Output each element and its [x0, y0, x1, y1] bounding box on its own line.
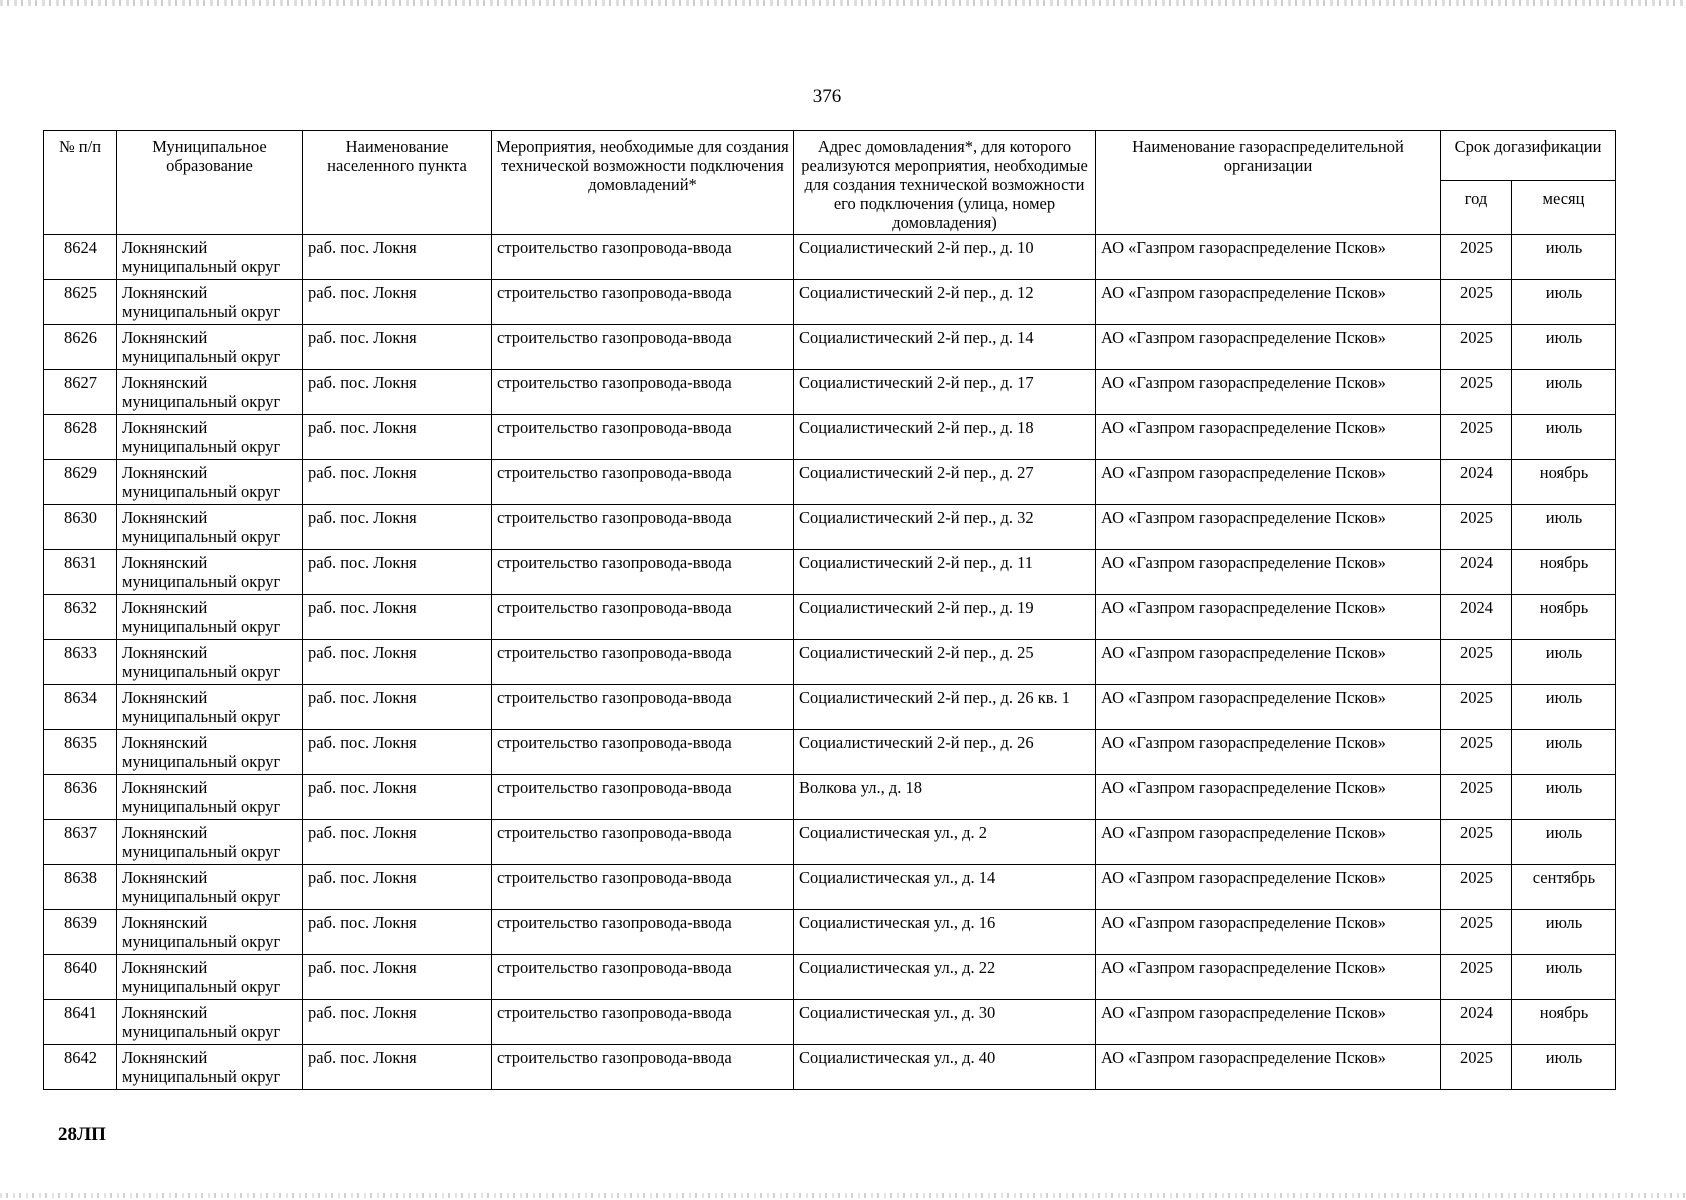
- cell-settlement: раб. пос. Локня: [303, 550, 492, 595]
- cell-address: Социалистический 2-й пер., д. 25: [794, 640, 1096, 685]
- header-municipality: Муниципальное образование: [117, 131, 303, 235]
- cell-organization: АО «Газпром газораспределение Псков»: [1096, 235, 1441, 280]
- table-row: [44, 415, 1616, 460]
- table-row: [44, 235, 1616, 280]
- cell-measure: строительство газопровода-ввода: [492, 820, 794, 865]
- cell-measure: строительство газопровода-ввода: [492, 775, 794, 820]
- cell-measure: строительство газопровода-ввода: [492, 415, 794, 460]
- cell-number: 8640: [44, 955, 117, 1000]
- cell-municipality: Локнянский муниципальный округ: [117, 865, 303, 910]
- cell-number: 8628: [44, 415, 117, 460]
- cell-year: 2025: [1441, 910, 1512, 955]
- cell-address: Социалистическая ул., д. 40: [794, 1045, 1096, 1090]
- cell-month: июль: [1512, 280, 1616, 325]
- cell-settlement: раб. пос. Локня: [303, 460, 492, 505]
- cell-number: 8636: [44, 775, 117, 820]
- gasification-table: [43, 130, 1616, 1090]
- cell-year: 2024: [1441, 550, 1512, 595]
- cell-organization: АО «Газпром газораспределение Псков»: [1096, 415, 1441, 460]
- cell-measure: строительство газопровода-ввода: [492, 685, 794, 730]
- scan-edge-top: [0, 0, 1686, 6]
- cell-address: Социалистический 2-й пер., д. 14: [794, 325, 1096, 370]
- cell-year: 2025: [1441, 1045, 1512, 1090]
- cell-organization: АО «Газпром газораспределение Псков»: [1096, 1045, 1441, 1090]
- cell-address: Социалистическая ул., д. 22: [794, 955, 1096, 1000]
- cell-number: 8630: [44, 505, 117, 550]
- cell-month: июль: [1512, 325, 1616, 370]
- cell-measure: строительство газопровода-ввода: [492, 1000, 794, 1045]
- header-num: № п/п: [44, 131, 117, 235]
- footer-document-code: 28ЛП: [58, 1124, 106, 1145]
- cell-organization: АО «Газпром газораспределение Псков»: [1096, 280, 1441, 325]
- cell-address: Социалистический 2-й пер., д. 32: [794, 505, 1096, 550]
- cell-municipality: Локнянский муниципальный округ: [117, 685, 303, 730]
- cell-month: июль: [1512, 955, 1616, 1000]
- cell-address: Социалистический 2-й пер., д. 19: [794, 595, 1096, 640]
- cell-organization: АО «Газпром газораспределение Псков»: [1096, 955, 1441, 1000]
- cell-month: июль: [1512, 505, 1616, 550]
- cell-settlement: раб. пос. Локня: [303, 415, 492, 460]
- cell-settlement: раб. пос. Локня: [303, 325, 492, 370]
- cell-municipality: Локнянский муниципальный округ: [117, 325, 303, 370]
- cell-settlement: раб. пос. Локня: [303, 640, 492, 685]
- cell-settlement: раб. пос. Локня: [303, 955, 492, 1000]
- table-row: [44, 460, 1616, 505]
- cell-settlement: раб. пос. Локня: [303, 775, 492, 820]
- cell-measure: строительство газопровода-ввода: [492, 910, 794, 955]
- cell-organization: АО «Газпром газораспределение Псков»: [1096, 595, 1441, 640]
- cell-month: ноябрь: [1512, 1000, 1616, 1045]
- table-row: [44, 1000, 1616, 1045]
- cell-settlement: раб. пос. Локня: [303, 1000, 492, 1045]
- cell-settlement: раб. пос. Локня: [303, 370, 492, 415]
- cell-municipality: Локнянский муниципальный округ: [117, 595, 303, 640]
- cell-number: 8635: [44, 730, 117, 775]
- cell-month: ноябрь: [1512, 550, 1616, 595]
- table-row: [44, 550, 1616, 595]
- cell-address: Социалистический 2-й пер., д. 26: [794, 730, 1096, 775]
- cell-organization: АО «Газпром газораспределение Псков»: [1096, 505, 1441, 550]
- cell-number: 8624: [44, 235, 117, 280]
- cell-municipality: Локнянский муниципальный округ: [117, 775, 303, 820]
- table-row: [44, 775, 1616, 820]
- cell-address: Социалистический 2-й пер., д. 11: [794, 550, 1096, 595]
- cell-month: сентябрь: [1512, 865, 1616, 910]
- cell-year: 2025: [1441, 325, 1512, 370]
- cell-settlement: раб. пос. Локня: [303, 1045, 492, 1090]
- cell-year: 2025: [1441, 730, 1512, 775]
- header-month: месяц: [1512, 181, 1616, 235]
- table-row: [44, 730, 1616, 775]
- cell-settlement: раб. пос. Локня: [303, 685, 492, 730]
- cell-settlement: раб. пос. Локня: [303, 820, 492, 865]
- cell-municipality: Локнянский муниципальный округ: [117, 910, 303, 955]
- cell-settlement: раб. пос. Локня: [303, 730, 492, 775]
- table-row: [44, 640, 1616, 685]
- cell-month: июль: [1512, 775, 1616, 820]
- scan-edge-bottom: [0, 1193, 1686, 1198]
- cell-organization: АО «Газпром газораспределение Псков»: [1096, 640, 1441, 685]
- table-row: [44, 280, 1616, 325]
- cell-municipality: Локнянский муниципальный округ: [117, 505, 303, 550]
- cell-year: 2025: [1441, 505, 1512, 550]
- cell-month: июль: [1512, 820, 1616, 865]
- cell-month: июль: [1512, 685, 1616, 730]
- cell-measure: строительство газопровода-ввода: [492, 235, 794, 280]
- cell-number: 8632: [44, 595, 117, 640]
- cell-municipality: Локнянский муниципальный округ: [117, 550, 303, 595]
- cell-address: Социалистическая ул., д. 30: [794, 1000, 1096, 1045]
- cell-month: июль: [1512, 415, 1616, 460]
- table-row: [44, 595, 1616, 640]
- cell-year: 2024: [1441, 595, 1512, 640]
- header-settlement: Наименование населенного пункта: [303, 131, 492, 235]
- cell-measure: строительство газопровода-ввода: [492, 505, 794, 550]
- header-deadline: Срок догазификации: [1441, 131, 1616, 181]
- cell-organization: АО «Газпром газораспределение Псков»: [1096, 820, 1441, 865]
- cell-year: 2025: [1441, 370, 1512, 415]
- cell-year: 2025: [1441, 775, 1512, 820]
- cell-address: Социалистический 2-й пер., д. 17: [794, 370, 1096, 415]
- cell-municipality: Локнянский муниципальный округ: [117, 820, 303, 865]
- cell-measure: строительство газопровода-ввода: [492, 280, 794, 325]
- cell-month: ноябрь: [1512, 460, 1616, 505]
- cell-year: 2025: [1441, 640, 1512, 685]
- cell-month: ноябрь: [1512, 595, 1616, 640]
- cell-measure: строительство газопровода-ввода: [492, 865, 794, 910]
- table-row: [44, 685, 1616, 730]
- cell-address: Социалистический 2-й пер., д. 10: [794, 235, 1096, 280]
- cell-municipality: Локнянский муниципальный округ: [117, 955, 303, 1000]
- header-year: год: [1441, 181, 1512, 235]
- cell-year: 2025: [1441, 415, 1512, 460]
- cell-year: 2024: [1441, 1000, 1512, 1045]
- cell-organization: АО «Газпром газораспределение Псков»: [1096, 370, 1441, 415]
- cell-settlement: раб. пос. Локня: [303, 505, 492, 550]
- cell-address: Социалистический 2-й пер., д. 27: [794, 460, 1096, 505]
- cell-number: 8629: [44, 460, 117, 505]
- cell-address: Социалистическая ул., д. 2: [794, 820, 1096, 865]
- cell-organization: АО «Газпром газораспределение Псков»: [1096, 550, 1441, 595]
- cell-settlement: раб. пос. Локня: [303, 595, 492, 640]
- cell-measure: строительство газопровода-ввода: [492, 1045, 794, 1090]
- cell-measure: строительство газопровода-ввода: [492, 325, 794, 370]
- cell-settlement: раб. пос. Локня: [303, 235, 492, 280]
- cell-municipality: Локнянский муниципальный округ: [117, 730, 303, 775]
- table-row: [44, 955, 1616, 1000]
- cell-year: 2024: [1441, 460, 1512, 505]
- cell-organization: АО «Газпром газораспределение Псков»: [1096, 865, 1441, 910]
- cell-municipality: Локнянский муниципальный округ: [117, 280, 303, 325]
- header-measures: Мероприятия, необходимые для создания технической возможности подключения домовладений*: [492, 131, 794, 235]
- cell-address: Социалистическая ул., д. 16: [794, 910, 1096, 955]
- cell-address: Социалистический 2-й пер., д. 18: [794, 415, 1096, 460]
- cell-number: 8641: [44, 1000, 117, 1045]
- cell-organization: АО «Газпром газораспределение Псков»: [1096, 325, 1441, 370]
- cell-address: Социалистическая ул., д. 14: [794, 865, 1096, 910]
- cell-number: 8631: [44, 550, 117, 595]
- header-organization: Наименование газораспределительной организации: [1096, 131, 1441, 235]
- cell-municipality: Локнянский муниципальный округ: [117, 415, 303, 460]
- table-body: [44, 235, 1616, 1090]
- table-header: [44, 131, 1616, 235]
- cell-number: 8639: [44, 910, 117, 955]
- cell-number: 8627: [44, 370, 117, 415]
- cell-settlement: раб. пос. Локня: [303, 280, 492, 325]
- cell-organization: АО «Газпром газораспределение Псков»: [1096, 1000, 1441, 1045]
- cell-measure: строительство газопровода-ввода: [492, 460, 794, 505]
- cell-number: 8637: [44, 820, 117, 865]
- cell-address: Социалистический 2-й пер., д. 12: [794, 280, 1096, 325]
- cell-municipality: Локнянский муниципальный округ: [117, 640, 303, 685]
- cell-address: Волкова ул., д. 18: [794, 775, 1096, 820]
- cell-month: июль: [1512, 235, 1616, 280]
- cell-year: 2025: [1441, 685, 1512, 730]
- cell-number: 8633: [44, 640, 117, 685]
- table-row: [44, 325, 1616, 370]
- cell-number: 8626: [44, 325, 117, 370]
- table-row: [44, 910, 1616, 955]
- cell-month: июль: [1512, 1045, 1616, 1090]
- table-row: [44, 1045, 1616, 1090]
- cell-year: 2025: [1441, 235, 1512, 280]
- table-row: [44, 820, 1616, 865]
- cell-month: июль: [1512, 640, 1616, 685]
- table-row: [44, 370, 1616, 415]
- cell-measure: строительство газопровода-ввода: [492, 370, 794, 415]
- cell-address: Социалистический 2-й пер., д. 26 кв. 1: [794, 685, 1096, 730]
- cell-month: июль: [1512, 370, 1616, 415]
- cell-settlement: раб. пос. Локня: [303, 865, 492, 910]
- cell-month: июль: [1512, 910, 1616, 955]
- cell-year: 2025: [1441, 955, 1512, 1000]
- cell-number: 8634: [44, 685, 117, 730]
- cell-measure: строительство газопровода-ввода: [492, 595, 794, 640]
- cell-municipality: Локнянский муниципальный округ: [117, 1000, 303, 1045]
- cell-municipality: Локнянский муниципальный округ: [117, 460, 303, 505]
- cell-year: 2025: [1441, 820, 1512, 865]
- cell-organization: АО «Газпром газораспределение Псков»: [1096, 685, 1441, 730]
- cell-month: июль: [1512, 730, 1616, 775]
- cell-measure: строительство газопровода-ввода: [492, 640, 794, 685]
- cell-year: 2025: [1441, 865, 1512, 910]
- table-row: [44, 505, 1616, 550]
- cell-organization: АО «Газпром газораспределение Псков»: [1096, 775, 1441, 820]
- cell-settlement: раб. пос. Локня: [303, 910, 492, 955]
- cell-measure: строительство газопровода-ввода: [492, 550, 794, 595]
- cell-measure: строительство газопровода-ввода: [492, 955, 794, 1000]
- cell-organization: АО «Газпром газораспределение Псков»: [1096, 730, 1441, 775]
- table-row: [44, 865, 1616, 910]
- cell-municipality: Локнянский муниципальный округ: [117, 235, 303, 280]
- cell-year: 2025: [1441, 280, 1512, 325]
- cell-municipality: Локнянский муниципальный округ: [117, 370, 303, 415]
- cell-organization: АО «Газпром газораспределение Псков»: [1096, 460, 1441, 505]
- cell-number: 8638: [44, 865, 117, 910]
- cell-number: 8642: [44, 1045, 117, 1090]
- cell-measure: строительство газопровода-ввода: [492, 730, 794, 775]
- cell-number: 8625: [44, 280, 117, 325]
- cell-organization: АО «Газпром газораспределение Псков»: [1096, 910, 1441, 955]
- page-number: 376: [812, 86, 842, 107]
- cell-municipality: Локнянский муниципальный округ: [117, 1045, 303, 1090]
- header-address: Адрес домовладения*, для которого реализуются мероприятия, необходимые для создания технической возможности его подключения (улица, номер домовладения): [794, 131, 1096, 235]
